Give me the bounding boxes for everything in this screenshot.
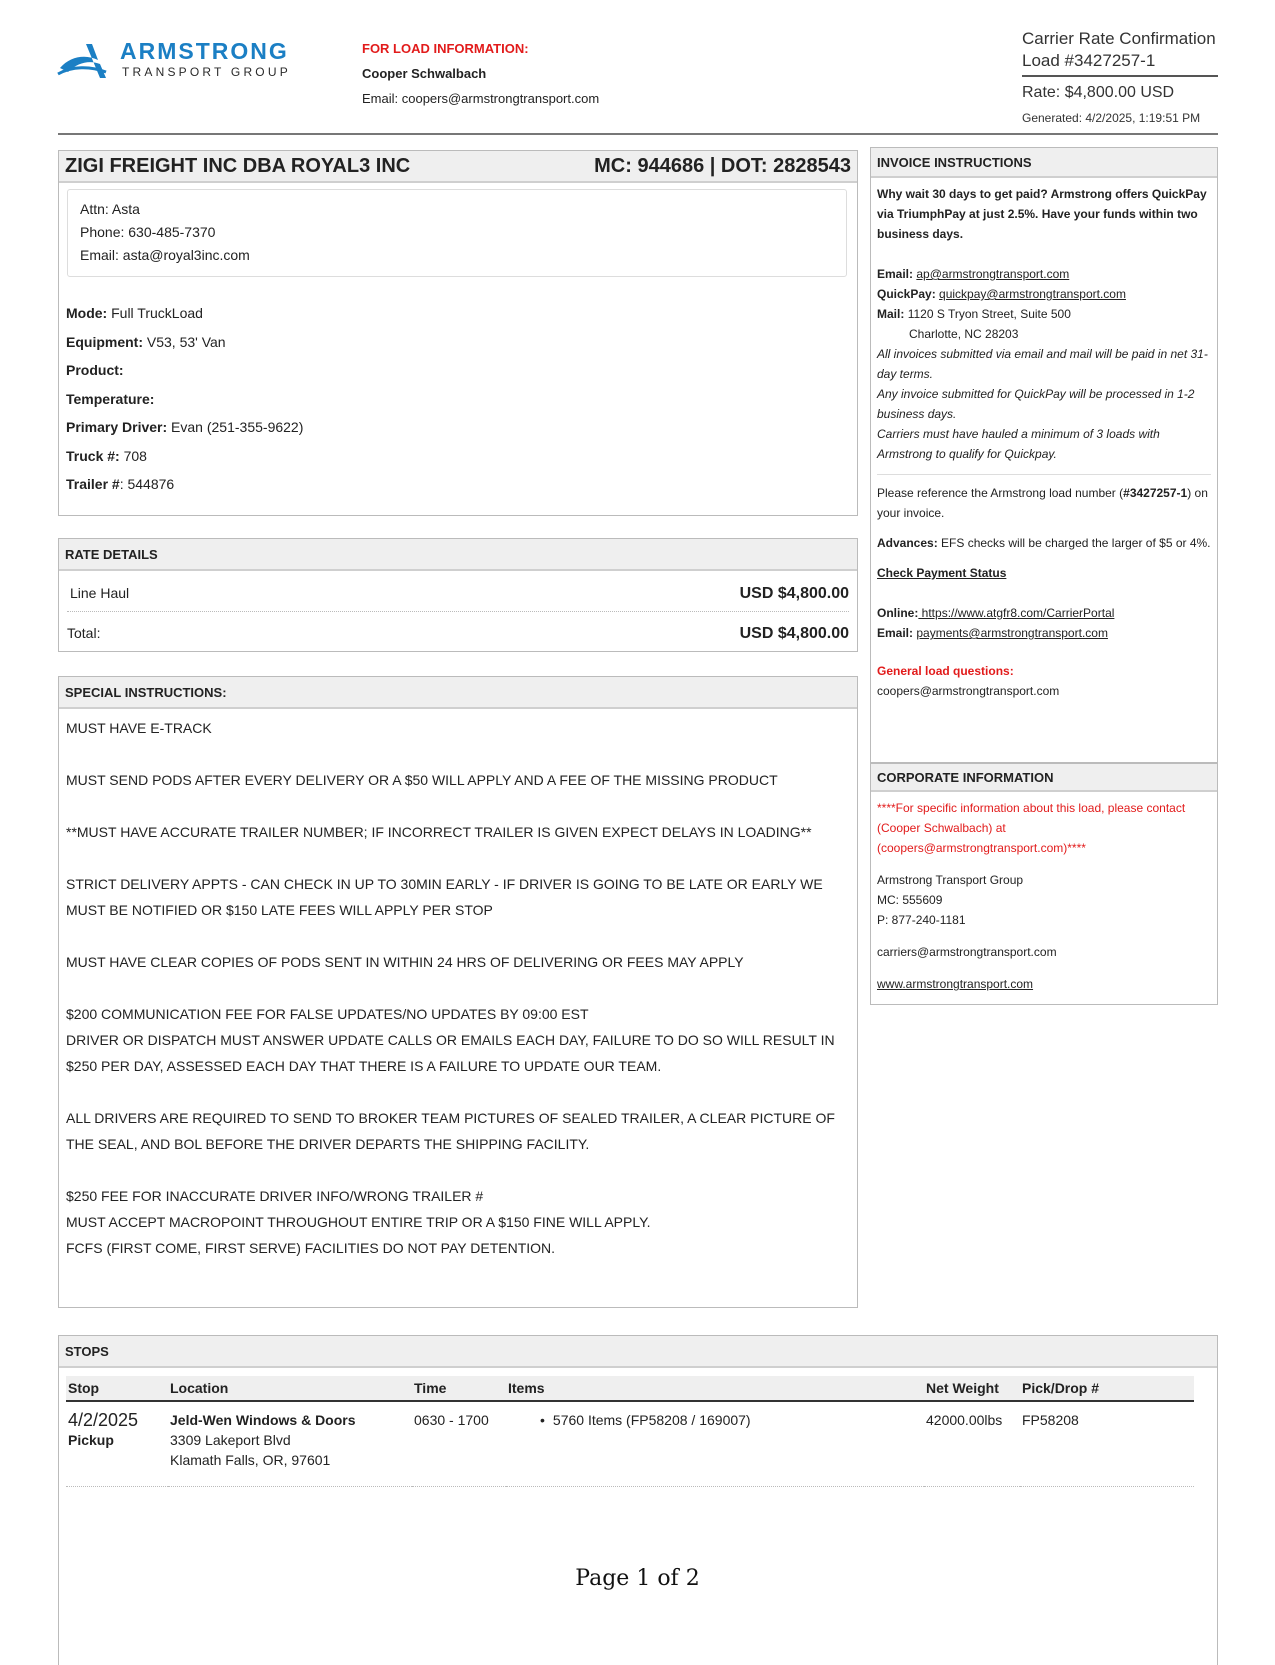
total-amount: USD $4,800.00 xyxy=(739,625,849,642)
bullet-icon: • xyxy=(540,1412,545,1428)
online-portal-link[interactable]: https://www.atgfr8.com/CarrierPortal xyxy=(918,606,1115,620)
detail-truck: Truck #: 708 xyxy=(66,447,147,464)
corporate-info-panel xyxy=(870,763,1218,1005)
stop-type: Pickup xyxy=(68,1432,114,1448)
location-address: 3309 Lakeport Blvd xyxy=(170,1432,291,1448)
table-row xyxy=(66,1401,1194,1487)
carrier-panel xyxy=(58,150,858,516)
online-portal-line: Online: https://www.atgfr8.com/CarrierPortal xyxy=(877,606,1115,620)
instruction-paragraph: STRICT DELIVERY APPTS - CAN CHECK IN UP TO 30MIN EARLY - IF DRIVER IS GOING TO BE LATE OR EARLY WE MUST BE NOTIFIED OR $150 LATE FEES WILL APPLY PER STOP xyxy=(66,876,823,918)
special-instructions-heading: SPECIAL INSTRUCTIONS: xyxy=(59,677,857,709)
generated-timestamp: Generated: 4/2/2025, 1:19:51 PM xyxy=(1022,111,1201,125)
special-instructions-panel xyxy=(58,676,858,1308)
carrier-name: ZIGI FREIGHT INC DBA ROYAL3 INC xyxy=(65,154,411,177)
corporate-notice: ****For specific information about this load, please contact (Cooper Schwalbach) at (coopers@armstrongtransport.com)**** xyxy=(877,801,1186,855)
carrier-mc-dot: MC: 944686 | DOT: 2828543 xyxy=(594,154,851,177)
load-info-block xyxy=(362,36,599,111)
carrier-contact-box xyxy=(67,189,847,277)
page-number: Page 1 of 2 xyxy=(575,1566,700,1591)
time-cell: 0630 - 1700 xyxy=(412,1401,506,1487)
invoice-instructions-heading: INVOICE INSTRUCTIONS xyxy=(871,148,1217,178)
rate-summary: Rate: $4,800.00 USD xyxy=(1022,75,1218,103)
load-info-label: FOR LOAD INFORMATION: xyxy=(362,41,529,56)
item-text: 5760 Items (FP58208 / 169007) xyxy=(552,1412,751,1428)
invoice-email-line: Email: ap@armstrongtransport.com xyxy=(877,267,1070,281)
location-name: Jeld-Wen Windows & Doors xyxy=(170,1412,356,1428)
col-pick-drop: Pick/Drop # xyxy=(1020,1376,1194,1401)
detail-mode: Mode: Full TruckLoad xyxy=(66,305,203,321)
total-label: Total: xyxy=(67,625,101,641)
detail-trailer: Trailer #: 544876 xyxy=(66,476,175,492)
rate-details-panel xyxy=(58,538,858,652)
pick-drop-cell: FP58208 xyxy=(1020,1401,1194,1487)
armstrong-logo xyxy=(56,38,326,84)
stops-panel xyxy=(58,1335,1218,1665)
corporate-info-body xyxy=(877,798,1211,994)
confirmation-title: Carrier Rate Confirmation xyxy=(1022,29,1216,48)
carrier-attn: Attn: Asta xyxy=(80,201,140,217)
quickpay-line: QuickPay: quickpay@armstrongtransport.com xyxy=(877,287,1126,301)
logo-wordmark: ARMSTRONG xyxy=(120,38,289,64)
instruction-paragraph: $250 FEE FOR INACCURATE DRIVER INFO/WRONG TRAILER # MUST ACCEPT MACROPOINT THROUGHOUT ENTIRE TRIP OR A $150 FINE WILL APPLY. FCFS (FIRST COME, FIRST SERVE) FACILITIES DO NOT PAY DETENTION. xyxy=(66,1188,651,1256)
invoice-divider xyxy=(877,474,1211,475)
col-stop: Stop xyxy=(66,1376,168,1401)
load-contact-name: Cooper Schwalbach xyxy=(362,66,487,81)
col-location: Location xyxy=(168,1376,412,1401)
load-details xyxy=(66,299,303,499)
location-cell xyxy=(168,1401,412,1487)
invoice-instructions-panel xyxy=(870,147,1218,763)
payments-email-link[interactable]: payments@armstrongtransport.com xyxy=(916,626,1108,640)
corporate-mc: MC: 555609 xyxy=(877,893,943,907)
col-items: Items xyxy=(506,1376,924,1401)
confirmation-block xyxy=(1022,28,1218,125)
stops-table xyxy=(66,1376,1194,1487)
carrier-email: Email: asta@royal3inc.com xyxy=(80,247,250,263)
weight-cell: 42000.00lbs xyxy=(924,1401,1020,1487)
check-payment-status-link[interactable]: Check Payment Status xyxy=(877,566,1007,580)
col-net-weight: Net Weight xyxy=(924,1376,1020,1401)
stops-heading: STOPS xyxy=(59,1336,1217,1368)
invoice-note: Any invoice submitted for QuickPay will be processed in 1-2 business days. xyxy=(877,387,1195,421)
corporate-phone: P: 877-240-1181 xyxy=(877,913,966,927)
mail-line: Mail: 1120 S Tryon Street, Suite 500 xyxy=(877,307,1071,321)
quickpay-promo: Why wait 30 days to get paid? Armstrong offers QuickPay via TriumphPay at just 2.5%. Have your funds within two business days. xyxy=(877,187,1207,241)
detail-product: Product: xyxy=(66,362,124,378)
instruction-paragraph: $200 COMMUNICATION FEE FOR FALSE UPDATES/NO UPDATES BY 09:00 EST DRIVER OR DISPATCH MUST ANSWER UPDATE CALLS OR EMAILS EACH DAY, FAILURE TO DO SO WILL RESULT IN $250 PER DAY, ASSESSED EACH DAY THAT THERE IS A FAILURE TO UPDATE OUR TEAM. xyxy=(66,1006,835,1074)
general-questions-label: General load questions: xyxy=(877,664,1014,678)
stop-cell xyxy=(66,1401,168,1487)
detail-temperature: Temperature: xyxy=(66,390,155,407)
reference-note: Please reference the Armstrong load number (#3427257-1) on your invoice. xyxy=(877,486,1208,520)
instruction-paragraph: MUST HAVE CLEAR COPIES OF PODS SENT IN WITHIN 24 HRS OF DELIVERING OR FEES MAY APPLY xyxy=(66,954,744,970)
payments-email-line: Email: payments@armstrongtransport.com xyxy=(877,626,1108,640)
header-divider xyxy=(58,133,1218,135)
line-haul-amount: USD $4,800.00 xyxy=(739,585,849,602)
invoice-email-link[interactable]: ap@armstrongtransport.com xyxy=(916,267,1070,281)
carrier-phone: Phone: 630-485-7370 xyxy=(80,224,216,240)
location-city: Klamath Falls, OR, 97601 xyxy=(170,1452,331,1468)
mail-line-2: Charlotte, NC 28203 xyxy=(909,327,1019,341)
invoice-note: Carriers must have hauled a minimum of 3 loads with Armstrong to qualify for Quickpay. xyxy=(877,427,1160,461)
stops-header-row xyxy=(66,1376,1194,1401)
detail-primary-driver: Primary Driver: Evan (251-355-9622) xyxy=(66,419,304,435)
invoice-note: All invoices submitted via email and mail will be paid in net 31-day terms. xyxy=(877,347,1208,381)
instruction-paragraph: MUST SEND PODS AFTER EVERY DELIVERY OR A $50 WILL APPLY AND A FEE OF THE MISSING PRODUCT xyxy=(66,772,778,788)
rate-line-haul-row xyxy=(67,585,849,612)
col-time: Time xyxy=(412,1376,506,1401)
rate-details-heading: RATE DETAILS xyxy=(59,539,857,571)
advances-note: Advances: EFS checks will be charged the larger of $5 or 4%. xyxy=(877,536,1211,550)
load-number: Load #3427257-1 xyxy=(1022,51,1156,70)
corporate-info-heading: CORPORATE INFORMATION xyxy=(871,764,1217,792)
corporate-company: Armstrong Transport Group xyxy=(877,873,1024,887)
rate-total-row xyxy=(67,625,849,643)
quickpay-email-link[interactable]: quickpay@armstrongtransport.com xyxy=(939,287,1126,301)
items-cell xyxy=(506,1401,924,1487)
corporate-website-link[interactable]: www.armstrongtransport.com xyxy=(877,977,1034,991)
load-contact-email: Email: coopers@armstrongtransport.com xyxy=(362,91,600,106)
invoice-instructions-body xyxy=(877,184,1211,701)
carrier-header xyxy=(59,151,857,183)
instruction-paragraph: ALL DRIVERS ARE REQUIRED TO SEND TO BROKER TEAM PICTURES OF SEALED TRAILER, A CLEAR PICTURE OF THE SEAL, AND BOL BEFORE THE DRIVER DEPARTS THE SHIPPING FACILITY. xyxy=(66,1110,835,1152)
logo-subtitle: TRANSPORT GROUP xyxy=(122,65,291,79)
line-haul-label: Line Haul xyxy=(70,585,130,601)
corporate-email: carriers@armstrongtransport.com xyxy=(877,945,1057,959)
special-instructions-body xyxy=(66,715,856,1261)
general-questions-email: coopers@armstrongtransport.com xyxy=(877,684,1060,698)
stop-date: 4/2/2025 xyxy=(68,1410,139,1430)
instruction-paragraph: MUST HAVE E-TRACK xyxy=(66,720,212,736)
instruction-paragraph: **MUST HAVE ACCURATE TRAILER NUMBER; IF INCORRECT TRAILER IS GIVEN EXPECT DELAYS IN LOADING** xyxy=(66,824,812,840)
detail-equipment: Equipment: V53, 53' Van xyxy=(66,333,226,350)
